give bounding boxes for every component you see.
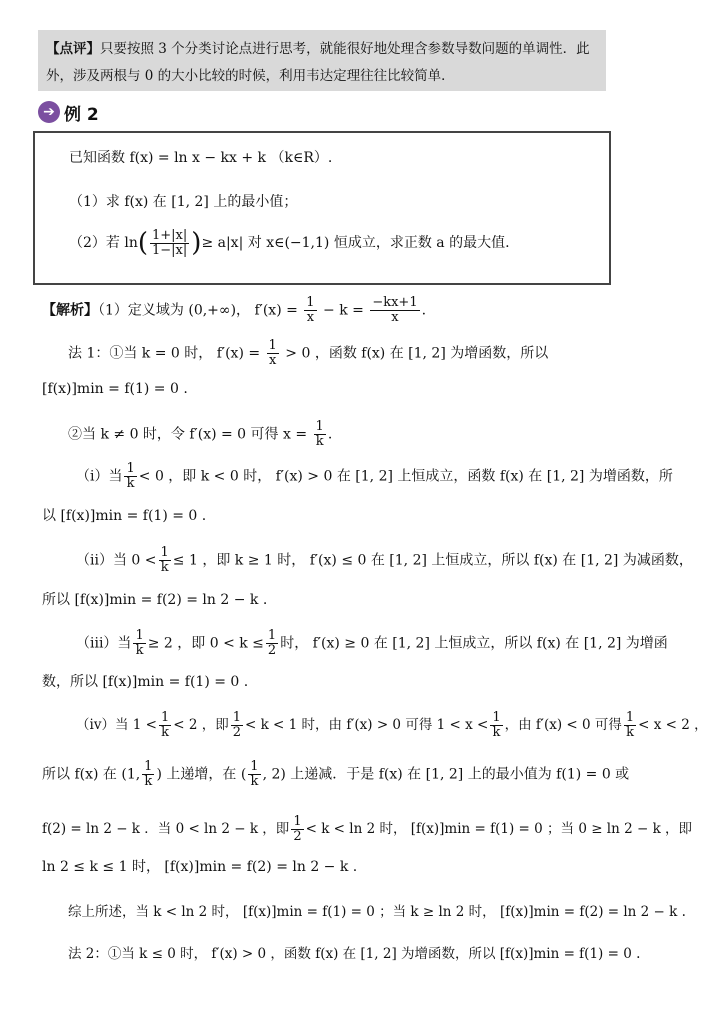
solution-line-3: [f(x)]min = f(1) = 0 . [42,381,188,397]
solution-line-2: 法 1：①当 k = 0 时， f′(x) = $\frac{1}{x}$ > 0 ，函数 f(x) 在 [1, 2] 为增函数，所以 [68,338,549,368]
comment-text: 只要按照 3 个分类讨论点进行思考，就能很好地处理含参数导数问题的单调性．此外，涉及两根与 0 的大小比较的时候，利用韦达定理往往比较简单． [46,41,590,84]
problem-q2: （2）若 ln( $\frac{1+|x|}{1-|x|}$ )≥ a|x| 对 x∈(−1,1) 恒成立，求正数 a 的最大值. [69,227,510,258]
solution-line-9: （iii）当 $\frac{1}{k}$ ≥ 2 ，即 0 < k ≤ $\frac{1}{2}$ 时， f′(x) ≥ 0 在 [1, 2] 上恒成立，所以 f(x) 在 [1, 2] 为增函 [76,628,668,658]
solution-line-7: （ii）当 0 < $\frac{1}{k}$ ≤ 1 ，即 k ≥ 1 时， f′(x) ≤ 0 在 [1, 2] 上恒成立，所以 f(x) 在 [1, 2] 为减函数， [76,545,693,575]
problem-q1: （1）求 f(x) 在 [1, 2] 上的最小值； [69,194,298,210]
solution-line-10: 数，所以 [f(x)]min = f(1) = 0 . [42,674,249,690]
solution-line-1: 【解析】（1）定义域为 (0,+∞)， f′(x) = $\frac{1}{x}$ − k = $\frac{-kx+1}{x}$ . [42,295,427,325]
example-header [38,98,99,126]
solution-line-8: 所以 [f(x)]min = f(2) = ln 2 − k . [42,592,268,608]
problem-stem: 已知函数 f(x) = ln x − kx + k （k∈R）. [69,150,333,166]
solution-line-12: 所以 f(x) 在 (1, $\frac{1}{k}$ ) 上递增，在 ( $\frac{1}{k}$ , 2) 上递减．于是 f(x) 在 [1, 2] 上的最小值为 f(1) = 0 或 [42,759,630,789]
comment-box [38,30,606,91]
problem-box [33,131,611,285]
solution-line-4: ②当 k ≠ 0 时，令 f′(x) = 0 可得 x = $\frac{1}{k}$ . [68,419,333,449]
solution-line-14: ln 2 ≤ k ≤ 1 时， [f(x)]min = f(2) = ln 2 − k . [42,859,358,875]
example-title: 例 2 [64,104,99,125]
solution-line-13: f(2) = ln 2 − k ．当 0 < ln 2 − k ，即 $\frac{1}{2}$ < k < ln 2 时， [f(x)]min = f(1) = 0 ；当 0 ≥ ln 2 − k ，即 [42,814,693,844]
solution-line-15: 综上所述，当 k < ln 2 时， [f(x)]min = f(1) = 0 ；当 k ≥ ln 2 时， [f(x)]min = f(2) = ln 2 − k . [68,904,686,920]
solution-line-11: （iv）当 1 < $\frac{1}{k}$ < 2 ，即 $\frac{1}{2}$ < k < 1 时，由 f′(x) > 0 可得 1 < x < $\frac{1}{k}$ ，由 f′(x) < 0 可得 $\frac{1}{k}$ < x < 2 ， [76,710,708,740]
solution-line-6: 以 [f(x)]min = f(1) = 0 . [42,508,207,524]
comment-tag: 【点评】 [46,41,100,57]
solution-line-5: （i）当 $\frac{1}{k}$ < 0 ，即 k < 0 时， f′(x) > 0 在 [1, 2] 上恒成立，函数 f(x) 在 [1, 2] 为增函数，所 [76,461,673,491]
solution-line-16: 法 2：①当 k ≤ 0 时， f′(x) > 0 ，函数 f(x) 在 [1, 2] 为增函数，所以 [f(x)]min = f(1) = 0 . [68,946,641,962]
arrow-right-icon: ➔ [38,101,60,123]
